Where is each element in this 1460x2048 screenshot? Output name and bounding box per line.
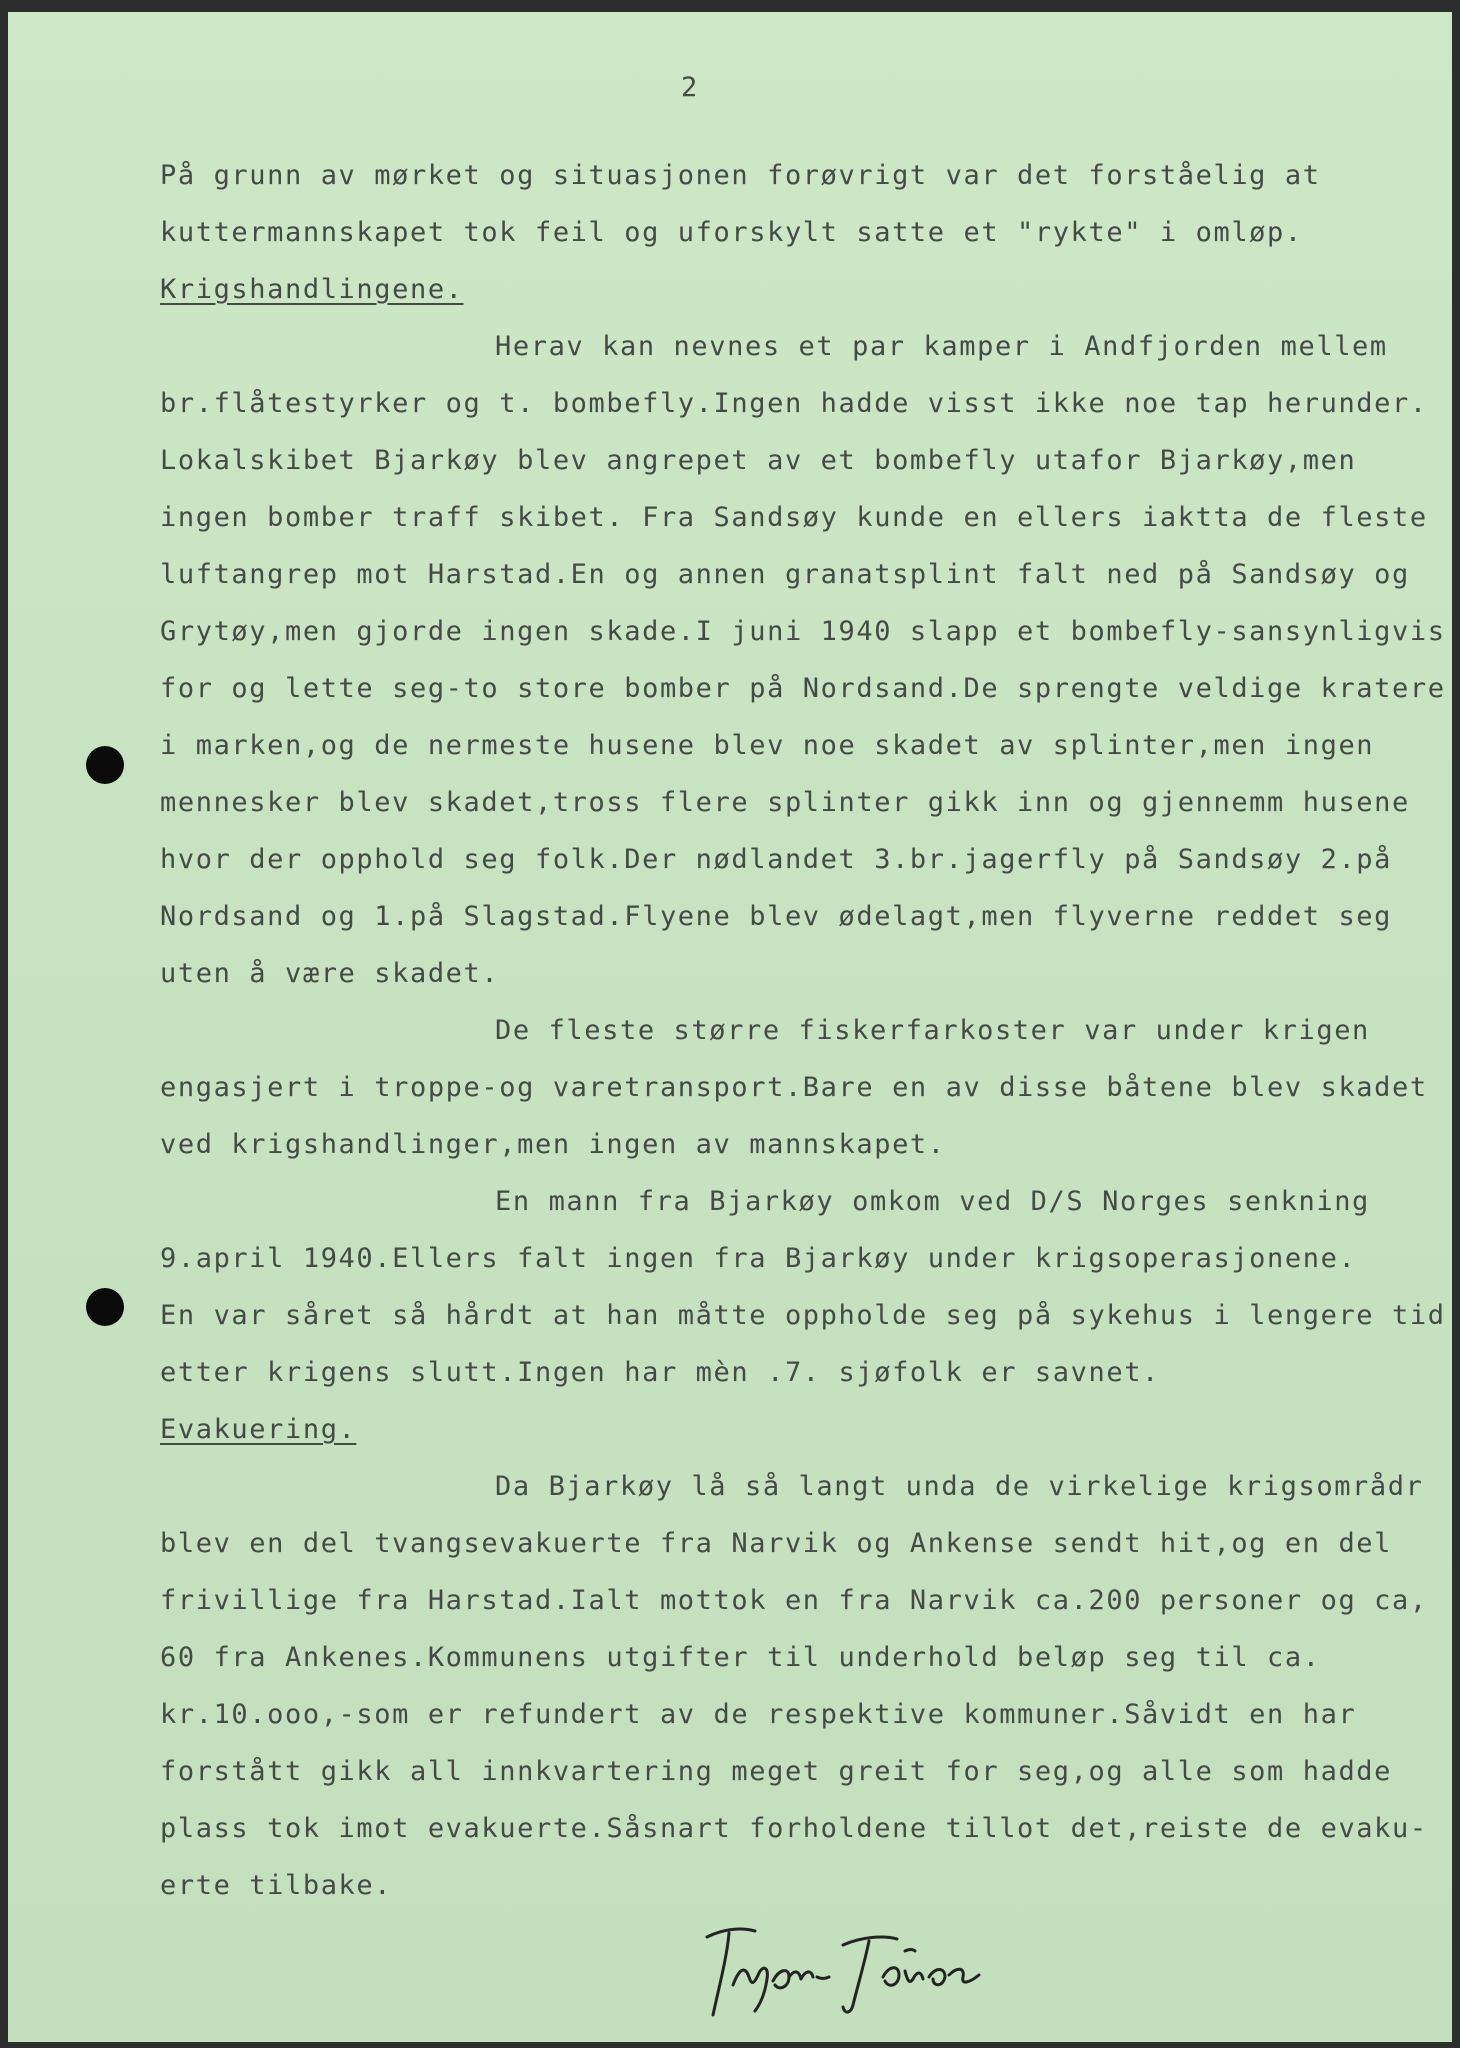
punch-hole	[86, 746, 124, 784]
text-line: i marken,og de nermeste husene blev noe skadet av splinter,men ingen	[160, 730, 1375, 761]
text-line: for og lette seg-to store bomber på Nordsand.De sprengte veldige kratere	[160, 673, 1446, 704]
text-line: hvor der opphold seg folk.Der nødlandet 3.br.jagerfly på Sandsøy 2.på	[160, 844, 1393, 875]
text-line: ingen bomber traff skibet. Fra Sandsøy kunde en ellers iaktta de fleste	[160, 502, 1428, 533]
text-line: En var såret så hårdt at han måtte oppholde seg på sykehus i lengere tid	[160, 1300, 1446, 1331]
text-line: Grytøy,men gjorde ingen skade.I juni 1940 slapp et bombefly-sansynligvis	[160, 616, 1446, 647]
document-body	[160, 147, 1446, 1914]
text-line: De fleste større fiskerfarkoster var under krigen	[495, 1015, 1370, 1046]
page-number: 2	[681, 72, 699, 103]
text-line: kr.10.ooo,-som er refundert av de respektive kommuner.Såvidt en har	[160, 1699, 1357, 1730]
section-heading-evakuering: Evakuering.	[160, 1414, 357, 1445]
document-page	[8, 12, 1452, 2042]
text-line: 9.april 1940.Ellers falt ingen fra Bjarkøy under krigsoperasjonene.	[160, 1243, 1357, 1274]
text-line: Lokalskibet Bjarkøy blev angrepet av et bombefly utafor Bjarkøy,men	[160, 445, 1357, 476]
text-line: En mann fra Bjarkøy omkom ved D/S Norges senkning	[495, 1186, 1370, 1217]
text-line: blev en del tvangsevakuerte fra Narvik og Ankense sendt hit,og en del	[160, 1528, 1393, 1559]
text-line: erte tilbake.	[160, 1870, 393, 1901]
text-line: forstått gikk all innkvartering meget greit for seg,og alle som hadde	[160, 1756, 1393, 1787]
text-line: På grunn av mørket og situasjonen forøvrigt var det forståelig at	[160, 160, 1321, 191]
text-line: kuttermannskapet tok feil og uforskylt satte et "rykte" i omløp.	[160, 217, 1303, 248]
text-line: uten å være skadet.	[160, 958, 500, 989]
text-line: 60 fra Ankenes.Kommunens utgifter til underhold beløp seg til ca.	[160, 1642, 1321, 1673]
text-line: luftangrep mot Harstad.En og annen granatsplint falt ned på Sandsøy og	[160, 559, 1410, 590]
text-line: engasjert i troppe-og varetransport.Bare en av disse båtene blev skadet	[160, 1072, 1428, 1103]
text-line: plass tok imot evakuerte.Såsnart forholdene tillot det,reiste de evaku-	[160, 1813, 1428, 1844]
punch-hole	[86, 1288, 124, 1326]
text-line: etter krigens slutt.Ingen har mèn .7. sjøfolk er savnet.	[160, 1357, 1160, 1388]
text-line: ved krigshandlinger,men ingen av mannskapet.	[160, 1129, 946, 1160]
section-heading-krigshandlingene: Krigshandlingene.	[160, 274, 464, 305]
text-line: Da Bjarkøy lå så langt unda de virkelige krigsområdr	[495, 1471, 1424, 1502]
text-line: mennesker blev skadet,tross flere splinter gikk inn og gjennemm husene	[160, 787, 1410, 818]
text-line: br.flåtestyrker og t. bombefly.Ingen hadde visst ikke noe tap herunder.	[160, 388, 1428, 419]
handwritten-signature	[693, 1907, 1033, 2027]
text-line: Nordsand og 1.på Slagstad.Flyene blev ødelagt,men flyverne reddet seg	[160, 901, 1393, 932]
text-line: Herav kan nevnes et par kamper i Andfjorden mellem	[495, 331, 1388, 362]
text-line: frivillige fra Harstad.Ialt mottok en fra Narvik ca.200 personer og ca,	[160, 1585, 1428, 1616]
